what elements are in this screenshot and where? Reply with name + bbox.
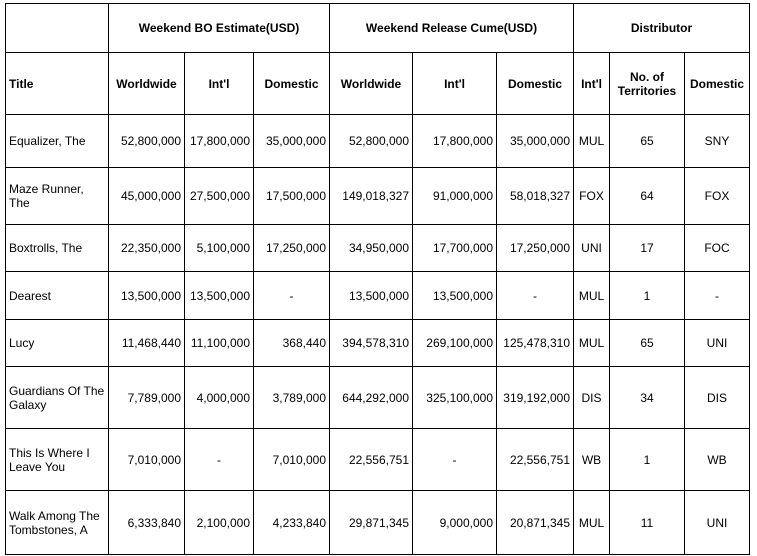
title-cell: Boxtrolls, The: [6, 225, 109, 272]
bo-intl-cell: 11,100,000: [185, 320, 254, 367]
dist-domestic-cell: UNI: [685, 320, 750, 367]
cume-intl-cell: 9,000,000: [413, 491, 497, 555]
box-office-table: [5, 3, 750, 555]
cume-intl-cell: 91,000,000: [413, 168, 497, 225]
cume-domestic-cell: 35,000,000: [497, 115, 574, 168]
table-row: [6, 367, 750, 429]
dist-domestic-cell: FOX: [685, 168, 750, 225]
col-header-territories: No. of Territories: [610, 53, 685, 115]
territories-cell: 1: [610, 272, 685, 320]
title-cell: Lucy: [6, 320, 109, 367]
table-row: [6, 168, 750, 225]
cume-intl-cell: 269,100,000: [413, 320, 497, 367]
distributor-group-header: Distributor: [574, 4, 750, 53]
col-header-bo-domestic: Domestic: [254, 53, 330, 115]
cume-intl-cell: 17,800,000: [413, 115, 497, 168]
bo-domestic-cell: 17,250,000: [254, 225, 330, 272]
bo-worldwide-cell: 52,800,000: [109, 115, 185, 168]
col-header-cume-domestic: Domestic: [497, 53, 574, 115]
table-row: [6, 320, 750, 367]
bo-worldwide-cell: 7,789,000: [109, 367, 185, 429]
cume-intl-cell: 17,700,000: [413, 225, 497, 272]
dist-intl-cell: WB: [574, 429, 610, 491]
dist-domestic-cell: FOC: [685, 225, 750, 272]
group-header-row: [6, 4, 750, 53]
table-row: [6, 491, 750, 555]
bo-intl-cell: 2,100,000: [185, 491, 254, 555]
title-cell: Equalizer, The: [6, 115, 109, 168]
dist-domestic-cell: DIS: [685, 367, 750, 429]
col-header-bo-intl: Int'l: [185, 53, 254, 115]
cume-worldwide-cell: 34,950,000: [330, 225, 413, 272]
table-row: [6, 272, 750, 320]
cume-domestic-cell: 17,250,000: [497, 225, 574, 272]
cume-domestic-cell: 58,018,327: [497, 168, 574, 225]
col-header-cume-intl: Int'l: [413, 53, 497, 115]
cume-worldwide-cell: 13,500,000: [330, 272, 413, 320]
territories-cell: 11: [610, 491, 685, 555]
territories-cell: 17: [610, 225, 685, 272]
bo-domestic-cell: 17,500,000: [254, 168, 330, 225]
bo-intl-cell: 13,500,000: [185, 272, 254, 320]
title-cell: Walk Among The Tombstones, A: [6, 491, 109, 555]
cume-intl-cell: 325,100,000: [413, 367, 497, 429]
territories-cell: 64: [610, 168, 685, 225]
col-header-bo-worldwide: Worldwide: [109, 53, 185, 115]
cume-worldwide-cell: 394,578,310: [330, 320, 413, 367]
bo-worldwide-cell: 7,010,000: [109, 429, 185, 491]
bo-intl-cell: 27,500,000: [185, 168, 254, 225]
dist-intl-cell: MUL: [574, 491, 610, 555]
territories-cell: 1: [610, 429, 685, 491]
title-cell: This Is Where I Leave You: [6, 429, 109, 491]
col-header-cume-worldwide: Worldwide: [330, 53, 413, 115]
bo-domestic-cell: 4,233,840: [254, 491, 330, 555]
bo-worldwide-cell: 13,500,000: [109, 272, 185, 320]
territories-cell: 65: [610, 115, 685, 168]
title-cell: Maze Runner, The: [6, 168, 109, 225]
dist-intl-cell: MUL: [574, 272, 610, 320]
bo-intl-cell: -: [185, 429, 254, 491]
bo-worldwide-cell: 22,350,000: [109, 225, 185, 272]
cume-domestic-cell: 319,192,000: [497, 367, 574, 429]
bo-worldwide-cell: 11,468,440: [109, 320, 185, 367]
territories-cell: 34: [610, 367, 685, 429]
bo-intl-cell: 17,800,000: [185, 115, 254, 168]
cume-domestic-cell: 22,556,751: [497, 429, 574, 491]
cume-intl-cell: 13,500,000: [413, 272, 497, 320]
table-body: [6, 115, 750, 555]
col-header-dist-intl: Int'l: [574, 53, 610, 115]
dist-domestic-cell: WB: [685, 429, 750, 491]
corner-cell: [6, 4, 109, 53]
title-cell: Dearest: [6, 272, 109, 320]
cume-domestic-cell: -: [497, 272, 574, 320]
table-row: [6, 115, 750, 168]
dist-intl-cell: DIS: [574, 367, 610, 429]
col-header-dist-domestic: Domestic: [685, 53, 750, 115]
territories-cell: 65: [610, 320, 685, 367]
cume-worldwide-cell: 29,871,345: [330, 491, 413, 555]
dist-intl-cell: FOX: [574, 168, 610, 225]
dist-domestic-cell: SNY: [685, 115, 750, 168]
dist-intl-cell: UNI: [574, 225, 610, 272]
col-header-title: Title: [6, 53, 109, 115]
bo-intl-cell: 4,000,000: [185, 367, 254, 429]
bo-domestic-cell: 35,000,000: [254, 115, 330, 168]
bo-worldwide-cell: 45,000,000: [109, 168, 185, 225]
table-row: [6, 225, 750, 272]
bo-domestic-cell: 3,789,000: [254, 367, 330, 429]
cume-domestic-cell: 125,478,310: [497, 320, 574, 367]
cume-intl-cell: -: [413, 429, 497, 491]
bo-intl-cell: 5,100,000: [185, 225, 254, 272]
bo-worldwide-cell: 6,333,840: [109, 491, 185, 555]
table-row: [6, 429, 750, 491]
bo-domestic-cell: 7,010,000: [254, 429, 330, 491]
dist-intl-cell: MUL: [574, 320, 610, 367]
dist-domestic-cell: UNI: [685, 491, 750, 555]
column-header-row: [6, 53, 750, 115]
dist-intl-cell: MUL: [574, 115, 610, 168]
bo-domestic-cell: -: [254, 272, 330, 320]
dist-domestic-cell: -: [685, 272, 750, 320]
cume-domestic-cell: 20,871,345: [497, 491, 574, 555]
cume-worldwide-cell: 149,018,327: [330, 168, 413, 225]
bo-domestic-cell: 368,440: [254, 320, 330, 367]
weekend-cume-group-header: Weekend Release Cume(USD): [330, 4, 574, 53]
cume-worldwide-cell: 52,800,000: [330, 115, 413, 168]
weekend-bo-group-header: Weekend BO Estimate(USD): [109, 4, 330, 53]
cume-worldwide-cell: 22,556,751: [330, 429, 413, 491]
title-cell: Guardians Of The Galaxy: [6, 367, 109, 429]
cume-worldwide-cell: 644,292,000: [330, 367, 413, 429]
